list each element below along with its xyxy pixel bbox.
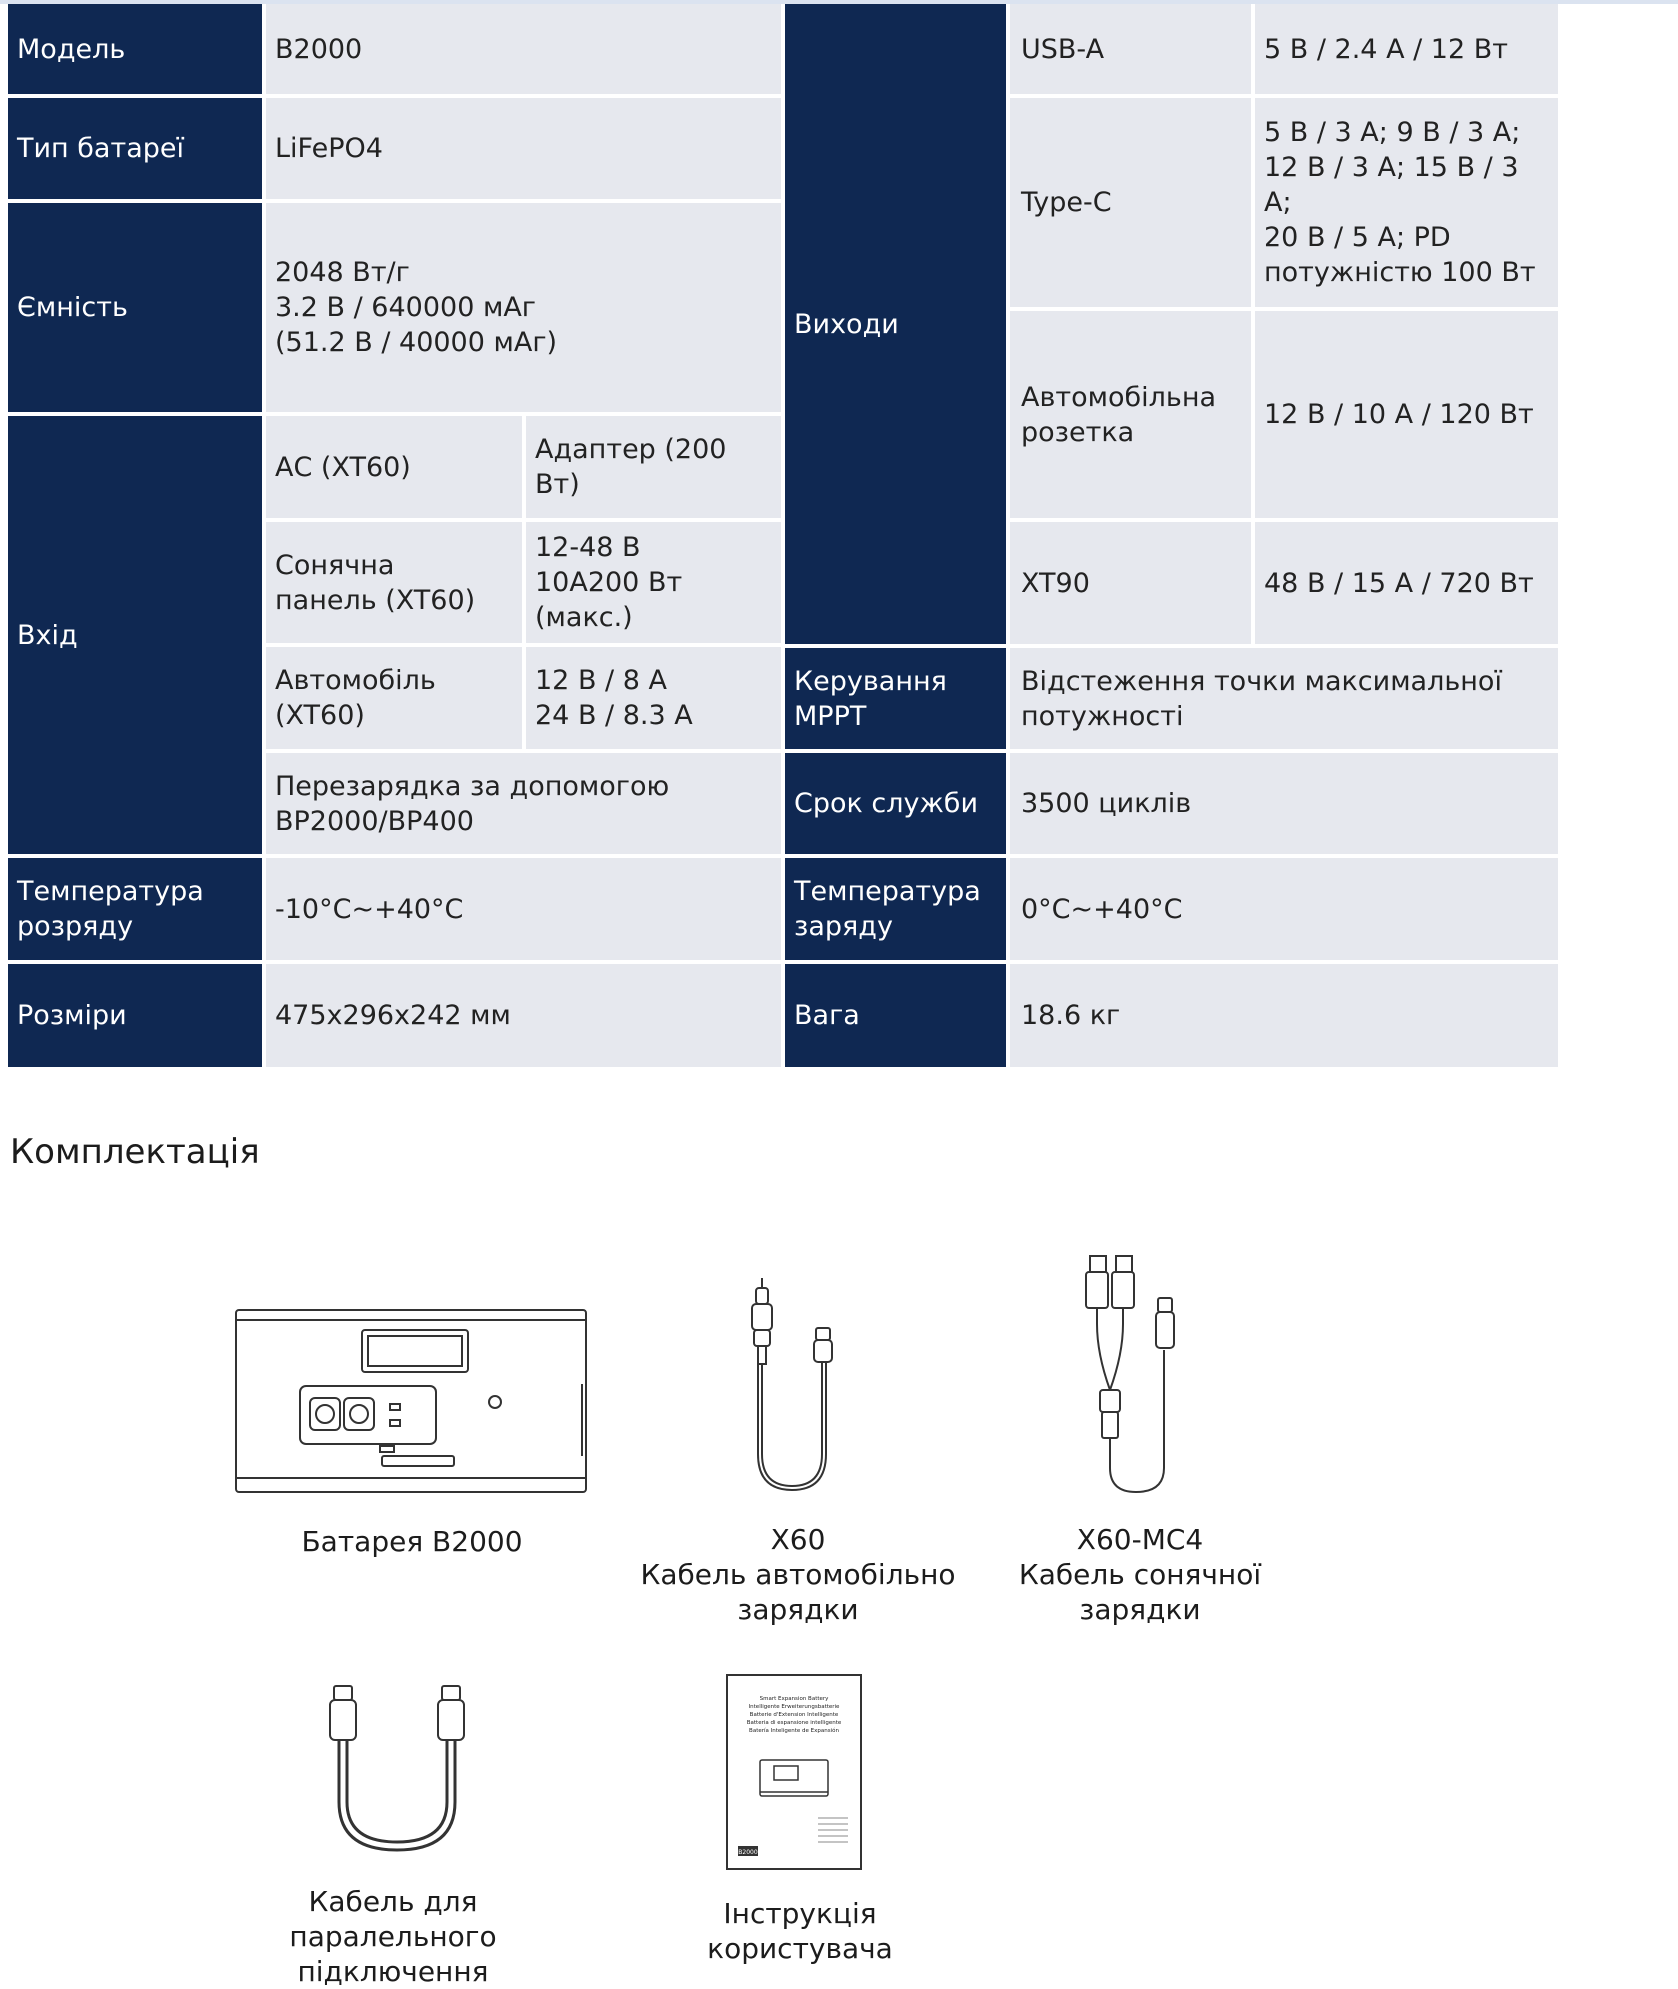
spec-value-lifespan: 3500 циклів [1010,753,1558,854]
spec-value-mppt: Відстеження точки максимальної потужності [1010,648,1558,749]
input-solar-name: Сонячна панель (XT60) [266,522,522,643]
package-section-title: Комплектація [10,1132,260,1172]
package-item-parallel-cable: Кабель для паралельного підключення [289,1885,497,1988]
solar-charging-cable-image [1080,1254,1204,1498]
spec-label-battery-type: Тип батареї [8,98,262,199]
output-usba-name: USB-A [1010,4,1251,94]
manual-title-line-5: Batería Inteligente de Expansión [749,1728,839,1734]
input-ac-value: Адаптер (200 Вт) [526,416,781,518]
output-car-socket-value: 12 В / 10 А / 120 Вт [1255,311,1558,518]
output-usba-value: 5 В / 2.4 А / 12 Вт [1255,4,1558,94]
spec-value-discharge-temp: -10°C~+40°C [266,858,781,960]
input-recharge: Перезарядка за допомогою BP2000/BP400 [266,753,781,854]
spec-value-model: B2000 [266,4,781,94]
spec-label-model: Модель [8,4,262,94]
manual-title-line-4: Batteria di espansione intelligente [746,1720,842,1726]
spec-label-charge-temp: Температура заряду [785,858,1006,960]
spec-value-capacity: 2048 Вт/г 3.2 В / 640000 мАг (51.2 В / 40000 мАг) [266,203,781,412]
package-item-solar-cable: X60-MC4 Кабель сонячної зарядки [1018,1523,1262,1626]
input-solar-value: 12-48 В 10А200 Вт (макс.) [526,522,781,643]
package-item-car-cable: X60 Кабель автомобільно зарядки [640,1523,956,1626]
spec-label-weight: Вага [785,964,1006,1067]
car-charging-cable-image [740,1276,860,1498]
package-item-battery: Батарея B2000 [301,1525,523,1558]
manual-title-line-1: Smart Expansion Battery [759,1696,829,1702]
manual-title-line-2: Intelligente Erweiterungsbatterie [748,1704,840,1710]
spec-label-mppt: Керування MPPT [785,648,1006,749]
spec-value-charge-temp: 0°C~+40°C [1010,858,1558,960]
spec-value-battery-type: LiFePO4 [266,98,781,199]
output-typec-name: Type-C [1010,98,1251,307]
user-manual-image [726,1674,862,1870]
manual-badge: B2000 [738,1849,758,1856]
input-car-value: 12 В / 8 А 24 В / 8.3 А [526,647,781,749]
spec-value-weight: 18.6 кг [1010,964,1558,1067]
input-ac-name: АС (XT60) [266,416,522,518]
spec-label-discharge-temp: Температура розряду [8,858,262,960]
output-xt90-value: 48 В / 15 А / 720 Вт [1255,522,1558,644]
package-item-manual: Інструкція користувача [707,1897,893,1965]
output-typec-value: 5 В / 3 А; 9 В / 3 А; 12 В / 3 А; 15 В / 3 А; 20 В / 5 А; PD потужністю 100 Вт [1255,98,1558,307]
output-car-socket-name: Автомобільна розетка [1010,311,1251,518]
manual-title-line-3: Batterie d'Extension Intelligente [749,1712,839,1718]
battery-b2000-image [232,1306,592,1496]
spec-label-lifespan: Срок служби [785,753,1006,854]
spec-label-capacity: Ємність [8,203,262,412]
parallel-cable-image [322,1682,472,1858]
input-car-name: Автомобіль (XT60) [266,647,522,749]
spec-label-outputs: Виходи [785,4,1006,644]
spec-label-input: Вхід [8,416,262,854]
spec-label-dimensions: Розміри [8,964,262,1067]
spec-value-dimensions: 475x296x242 мм [266,964,781,1067]
output-xt90-name: XT90 [1010,522,1251,644]
